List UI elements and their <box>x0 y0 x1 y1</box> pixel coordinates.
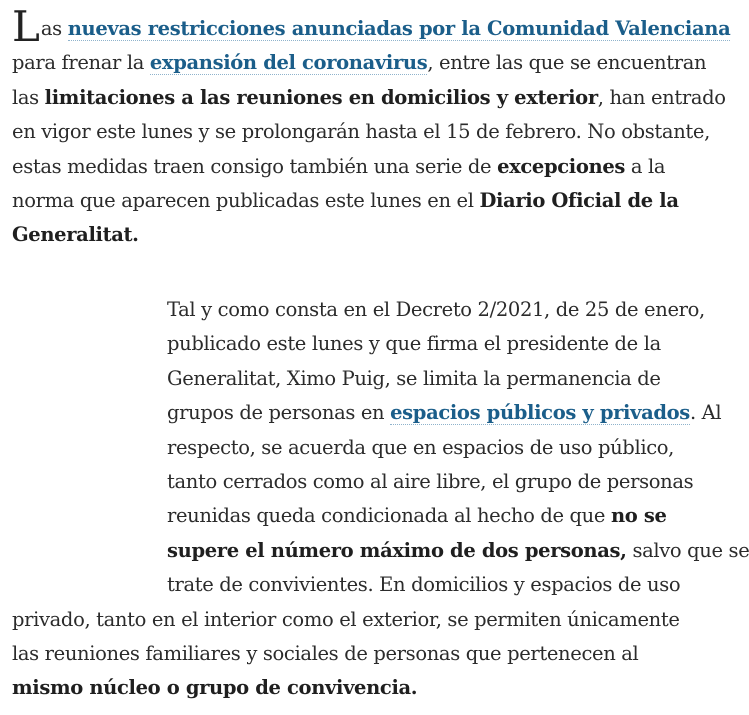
text-run: as <box>40 17 68 40</box>
paragraph-line: respecto, se acuerda que en espacios de uso público, <box>167 435 675 459</box>
text-run: estas medidas traen consigo también una serie de <box>12 154 498 178</box>
paragraph-line <box>12 2 731 51</box>
paragraph-line: trate de convivientes. En domicilios y espacios de uso <box>167 573 681 597</box>
paragraph-line <box>12 150 708 184</box>
paragraph-line <box>12 81 726 115</box>
bold-text: excepciones <box>497 154 626 178</box>
text-run: grupos de personas en <box>167 401 391 425</box>
text-run: salvo que se <box>626 538 749 562</box>
bold-text: limitaciones a las reuniones en domicilios y exterior <box>44 85 598 109</box>
bold-text: no se <box>610 504 667 528</box>
text-run: las <box>12 85 45 109</box>
paragraph-line: en vigor este lunes y se prolongarán hasta el 15 de febrero. No obstante, <box>12 120 710 144</box>
text-run: norma que aparecen publicadas este lunes en el <box>12 189 480 213</box>
text-run: reunidas queda condicionada al hecho de que <box>167 504 611 528</box>
text-run: , han entrado <box>597 85 726 109</box>
paragraph-line <box>12 184 708 218</box>
paragraph-decree <box>12 293 749 706</box>
link-espacios-publicos-privados[interactable]: espacios públicos y privados <box>390 401 690 425</box>
drop-cap: L <box>12 2 40 51</box>
paragraph-line <box>12 499 708 533</box>
paragraph-line: Generalitat, Ximo Puig, se limita la permanencia de <box>167 366 661 390</box>
paragraph-line: tanto cerrados como al aire libre, el grupo de personas <box>167 470 694 494</box>
bold-text: mismo núcleo o grupo de convivencia. <box>12 676 418 700</box>
paragraph-line: publicado este lunes y que firma el presidente de la <box>167 332 661 356</box>
link-nuevas-restricciones[interactable]: nuevas restricciones anunciadas por la Comunidad Valenciana <box>67 17 731 40</box>
text-run: para frenar la <box>12 51 150 75</box>
paragraph-line <box>12 396 722 430</box>
bold-text: Diario Oficial de la <box>479 189 679 213</box>
paragraph-line <box>12 46 708 80</box>
paragraph-line: las reuniones familiares y sociales de personas que pertenecen al <box>12 642 639 666</box>
link-expansion-coronavirus[interactable]: expansión del coronavirus <box>149 51 428 75</box>
paragraph-intro <box>12 2 731 253</box>
text-run: . Al <box>689 401 722 425</box>
paragraph-line: privado, tanto en el interior como el exterior, se permiten únicamente <box>12 607 680 631</box>
bold-text: Generalitat. <box>12 223 139 247</box>
text-run: , entre las que se encuentran <box>427 51 707 75</box>
paragraph-line: Tal y como consta en el Decreto 2/2021, de 25 de enero, <box>167 298 705 321</box>
paragraph-line <box>12 671 708 705</box>
bold-text: supere el número máximo de dos personas, <box>167 538 627 562</box>
text-run: a la <box>625 154 666 178</box>
paragraph-line <box>12 534 749 568</box>
paragraph-line <box>12 218 708 252</box>
